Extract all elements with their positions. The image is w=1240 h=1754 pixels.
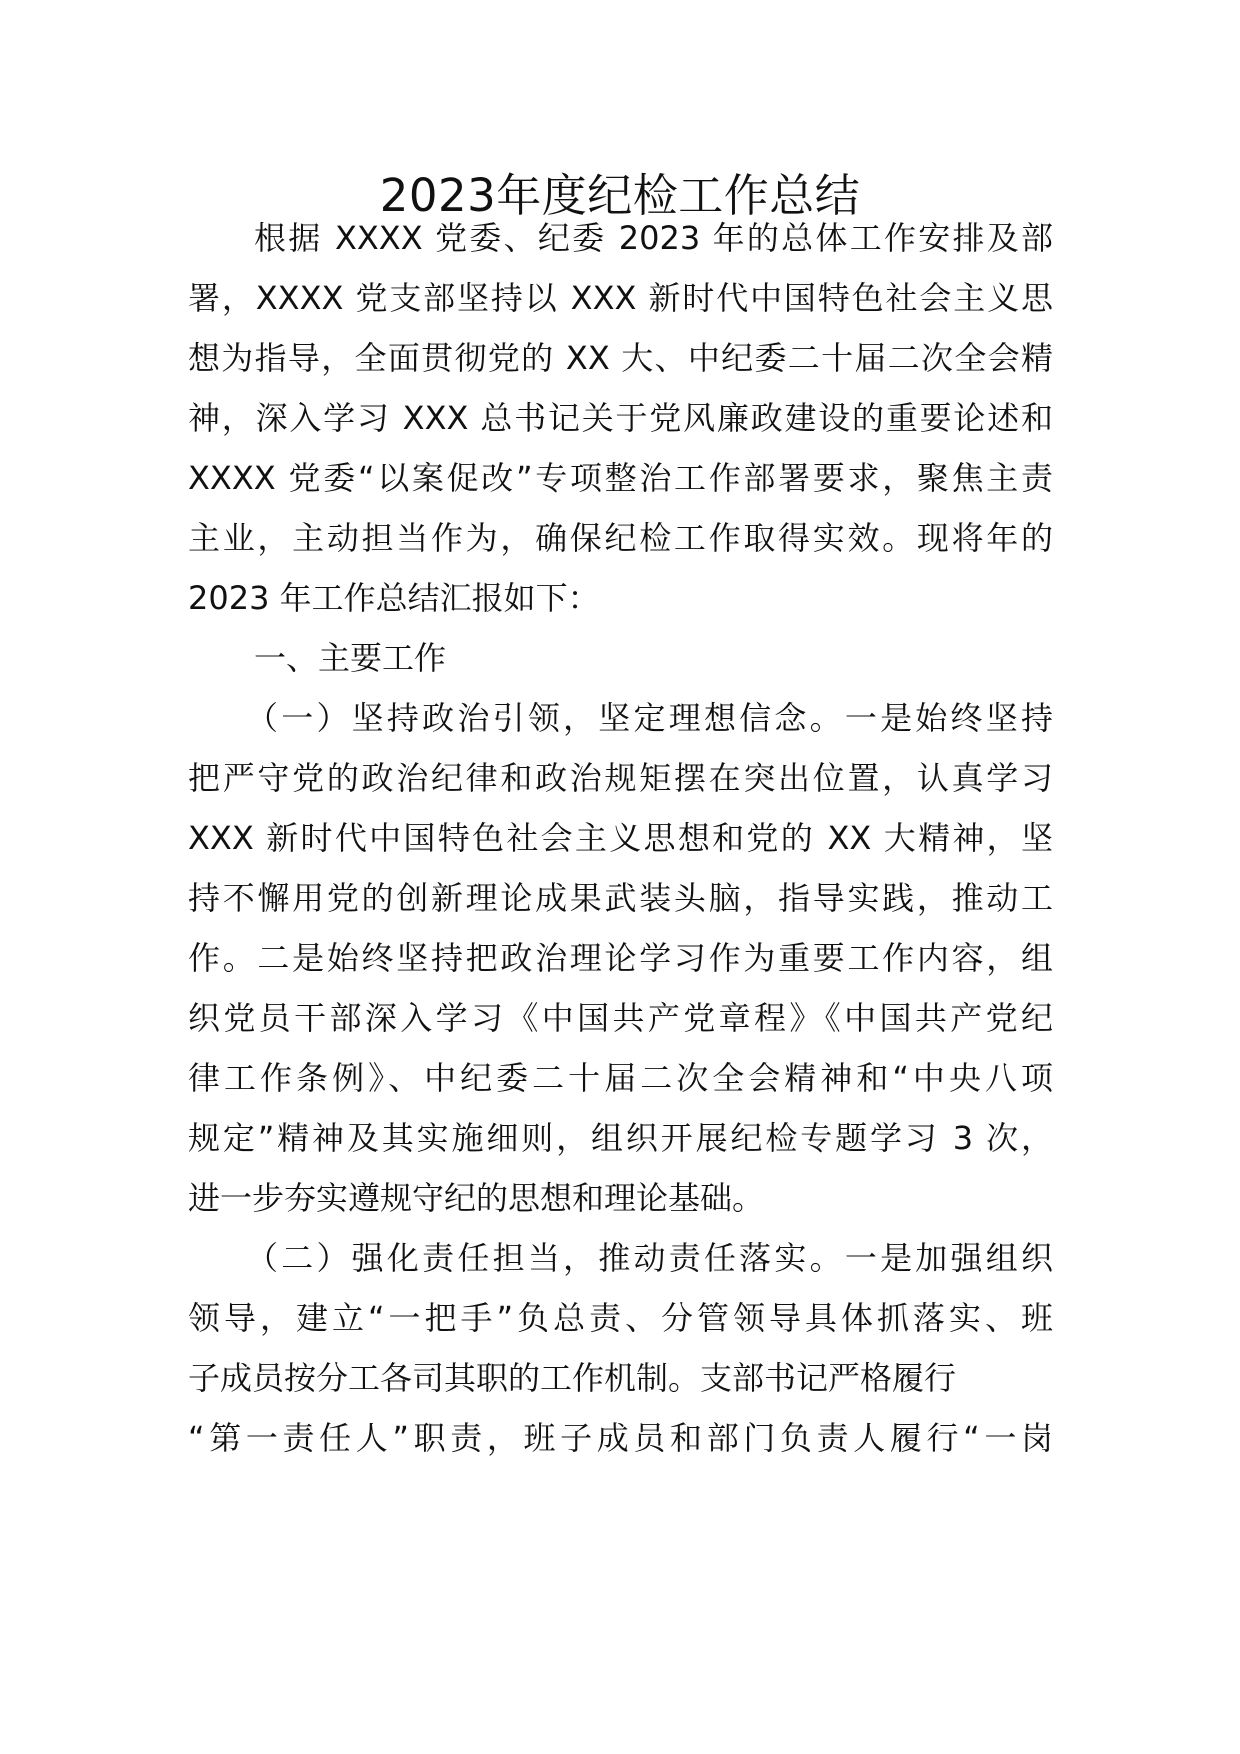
text-line: 主业，主动担当作为，确保纪检工作取得实效。现将年的 xyxy=(188,519,1053,557)
document-title: 2023年度纪检工作总结 xyxy=(379,169,861,222)
text-line: 作。二是始终坚持把政治理论学习作为重要工作内容，组 xyxy=(188,939,1053,977)
text-line: 领导，建立“一把手”负总责、分管领导具体抓落实、班 xyxy=(188,1299,1053,1337)
text-line: 把严守党的政治纪律和政治规矩摆在突出位置，认真学习 xyxy=(188,759,1053,797)
text-line: 织党员干部深入学习《中国共产党章程》《中国共产党纪 xyxy=(188,999,1053,1037)
text-line: 持不懈用党的创新理论成果武装头脑，指导实践，推动工 xyxy=(188,879,1053,917)
text-line: （二）强化责任担当，推动责任落实。一是加强组织 xyxy=(246,1239,1053,1277)
text-line: 2023 年工作总结汇报如下： xyxy=(188,579,600,617)
text-line: 律工作条例》、中纪委二十届二次全会精神和“中央八项 xyxy=(188,1059,1053,1097)
text-line: “第一责任人”职责，班子成员和部门负责人履行“一岗 xyxy=(188,1419,1053,1457)
text-line: 子成员按分工各司其职的工作机制。支部书记严格履行 xyxy=(188,1359,957,1397)
text-line: XXX 新时代中国特色社会主义思想和党的 XX 大精神，坚 xyxy=(188,819,1053,857)
text-line: 规定”精神及其实施细则，组织开展纪检专题学习 3 次， xyxy=(188,1119,1053,1157)
text-line: （一）坚持政治引领，坚定理想信念。一是始终坚持 xyxy=(246,699,1053,737)
text-line: 进一步夯实遵规守纪的思想和理论基础。 xyxy=(188,1179,765,1217)
text-line: 署，XXXX 党支部坚持以 XXX 新时代中国特色社会主义思 xyxy=(188,279,1053,317)
text-line: XXXX 党委“以案促改”专项整治工作部署要求，聚焦主责 xyxy=(188,459,1053,497)
text-line: 神，深入学习 XXX 总书记关于党风廉政建设的重要论述和 xyxy=(188,399,1053,437)
text-line: 想为指导，全面贯彻党的 XX 大、中纪委二十届二次全会精 xyxy=(188,339,1053,377)
section-heading: 一、主要工作 xyxy=(254,639,447,677)
text-line: 根据 XXXX 党委、纪委 2023 年的总体工作安排及部 xyxy=(254,219,1053,257)
